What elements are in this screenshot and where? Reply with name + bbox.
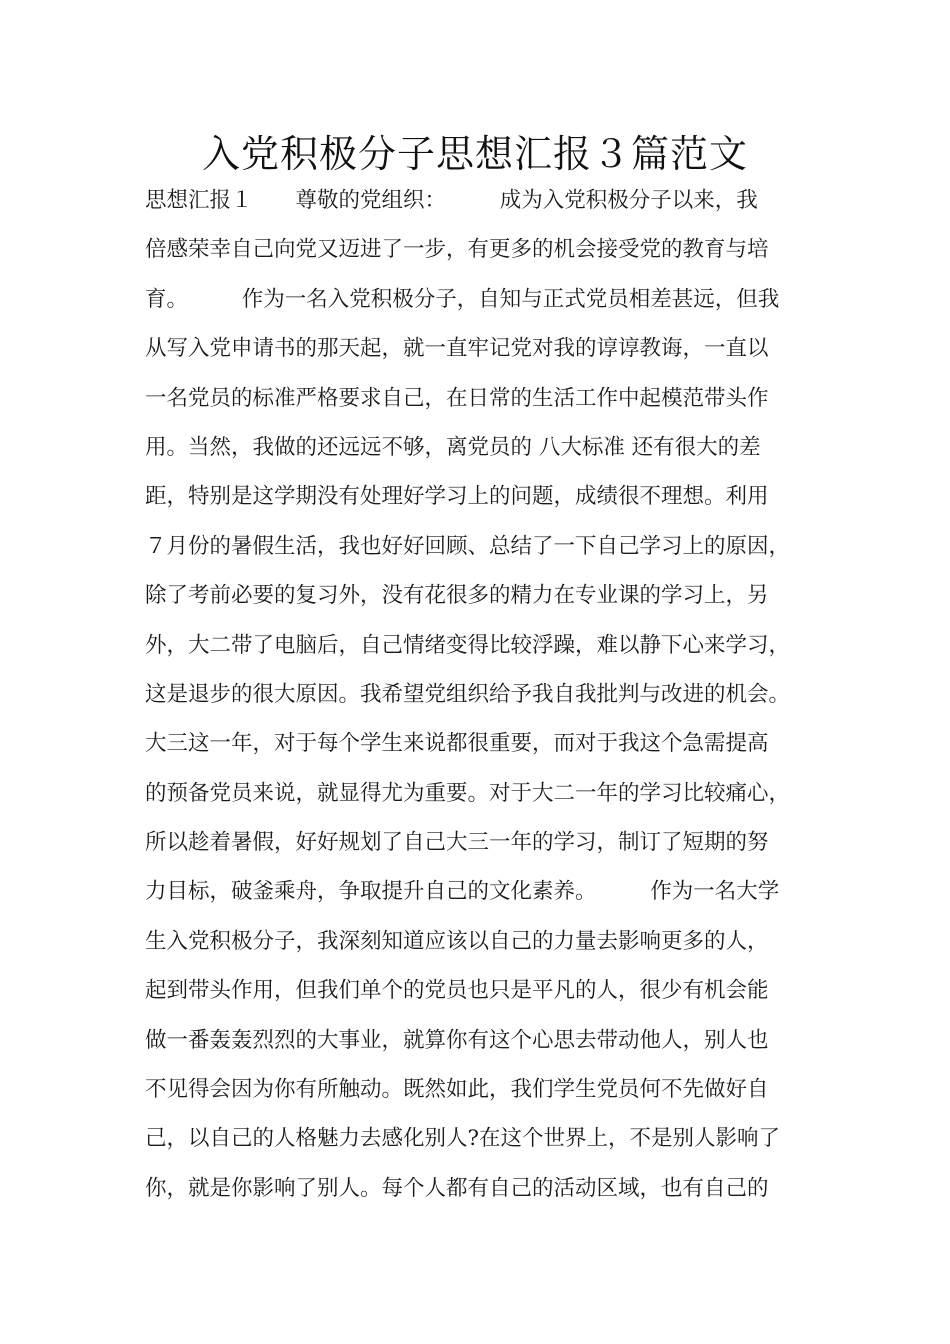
text-line-21: 你，就是你影响了别人。每个人都有自己的活动区域，也有自己的 [145,1175,769,1201]
text-line-19: 不见得会因为你有所触动。既然如此，我们学生党员何不先做好自 [145,1077,769,1103]
text-line-6: 用。当然，我做的还远远不够，离党员的 八大标准 还有很大的差 [145,434,761,460]
text-line-3: 育。 作为一名入党积极分子，自知与正式党员相差甚远，但我 [145,286,780,312]
document-title: 入党积极分子思想汇报３篇范文 [201,132,748,176]
text-line-17: 起到带头作用，但我们单个的党员也只是平凡的人，很少有机会能 [145,978,769,1004]
text-line-13: 的预备党员来说，就显得尤为重要。对于大二一年的学习比较痛心， [145,780,791,806]
text-line-12: 大三这一年，对于每个学生来说都很重要，而对于我这个急需提高 [145,731,769,757]
text-line-7: 距，特别是这学期没有处理好学习上的问题，成绩很不理想。利用 [145,484,769,510]
text-line-8: ７月份的暑假生活，我也好好回顾、总结了一下自己学习上的原因， [145,533,791,559]
text-line-15: 力目标，破釜乘舟，争取提升自己的文化素养。 作为一名大学 [145,879,780,905]
text-line-9: 除了考前必要的复习外，没有花很多的精力在专业课的学习上，另 [145,583,769,609]
text-line-18: 做一番轰轰烈烈的大事业，就算你有这个心思去带动他人，别人也 [145,1027,769,1053]
text-line-1: 思想汇报１ 尊敬的党组织： 成为入党积极分子以来，我 [145,188,758,213]
document-body [145,176,825,1213]
text-line-16: 生入党积极分子，我深刻知道应该以自己的力量去影响更多的人， [145,928,769,954]
text-line-2: 倍感荣幸自己向党又迈进了一步，有更多的机会接受党的教育与培 [145,237,769,263]
text-line-11: 这是退步的很大原因。我希望党组织给予我自我批判与改进的机会。 [145,681,791,707]
text-line-20: 己，以自己的人格魅力去感化别人?在这个世界上，不是别人影响了 [145,1126,781,1152]
text-line-4: 从写入党申请书的那天起，就一直牢记党对我的谆谆教诲，一直以 [145,336,769,362]
text-line-5: 一名党员的标准严格要求自己，在日常的生活工作中起模范带头作 [145,385,769,411]
text-line-14: 所以趁着暑假，好好规划了自己大三一年的学习，制订了短期的努 [145,830,769,856]
text-line-10: 外，大二带了电脑后，自己情绪变得比较浮躁，难以静下心来学习， [145,632,791,658]
